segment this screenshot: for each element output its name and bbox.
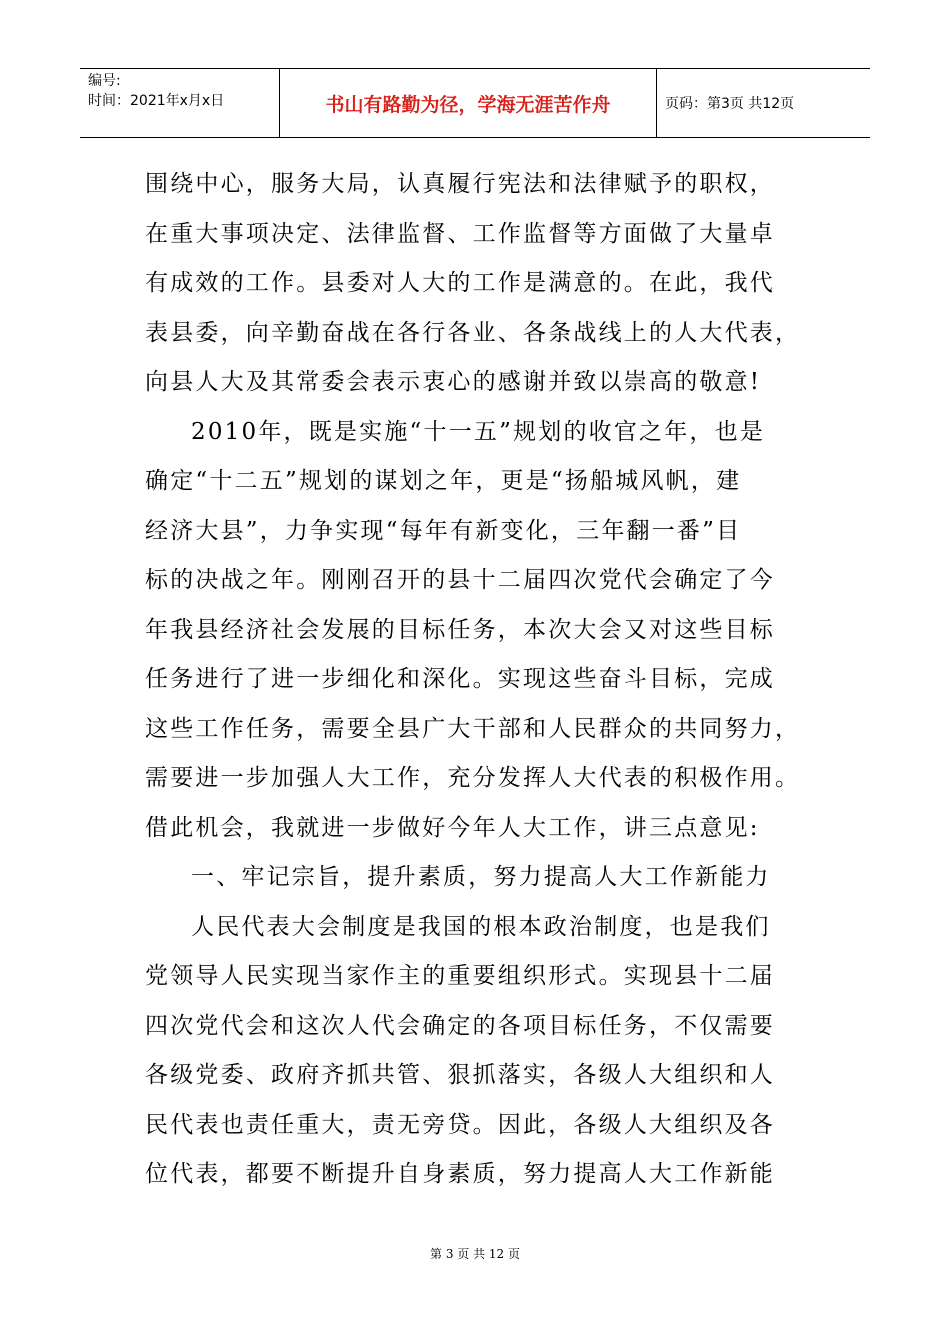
body-line: 民代表也责任重大，责无旁贷。因此，各级人大组织及各: [145, 1111, 775, 1138]
page-footer: 第 3 页 共 12 页: [430, 1247, 520, 1261]
section-heading: 一、牢记宗旨，提升素质，努力提高人大工作新能力: [191, 864, 771, 890]
body-line: 确定“十二五”规划的谋划之年，更是“扬船城风帆，建: [145, 468, 742, 494]
document-time-label: 时间：2021年x月x日: [88, 93, 225, 109]
body-line: 任务进行了进一步细化和深化。实现这些奋斗目标，完成: [145, 666, 775, 692]
header-motto: 书山有路勤为径，学海无涯苦作舟: [280, 69, 657, 137]
body-line: 2010年，既是实施“十一五”规划的收官之年，也是: [191, 418, 766, 445]
body-line: 四次党代会和这次人代会确定的各项目标任务，不仅需要: [145, 1012, 775, 1039]
body-line: 各级党委、政府齐抓共管、狠抓落实，各级人大组织和人: [145, 1062, 775, 1088]
body-line: 标的决战之年。刚刚召开的县十二届四次党代会确定了今: [145, 567, 775, 593]
header-meta: [80, 69, 280, 137]
body-line: 向县人大及其常委会表示衷心的感谢并致以崇高的敬意!: [145, 369, 762, 395]
header-page-info: 页码：第3页 共12页: [665, 96, 795, 112]
body-line: 有成效的工作。县委对人大的工作是满意的。在此，我代: [145, 270, 775, 296]
body-line: 年我县经济社会发展的目标任务，本次大会又对这些目标: [145, 616, 775, 643]
body-line: 人民代表大会制度是我国的根本政治制度，也是我们: [191, 913, 771, 940]
body-line: 借此机会，我就进一步做好今年人大工作，讲三点意见:: [145, 814, 760, 841]
body-line: 需要进一步加强人大工作，充分发挥人大代表的积极作用。: [145, 765, 801, 791]
body-line: 表县委，向辛勤奋战在各行各业、各条战线上的人大代表，: [145, 319, 801, 346]
body-line: 这些工作任务，需要全县广大干部和人民群众的共同努力，: [145, 715, 801, 742]
document-number-label: 编号:: [88, 73, 121, 89]
body-line: 在重大事项决定、法律监督、工作监督等方面做了大量卓: [145, 220, 775, 247]
body-line: 位代表，都要不断提升自身素质，努力提高人大工作新能: [145, 1161, 775, 1187]
body-line: 党领导人民实现当家作主的重要组织形式。实现县十二届: [145, 963, 775, 989]
body-line: 围绕中心，服务大局，认真履行宪法和法律赋予的职权，: [145, 171, 775, 197]
document-body: [145, 160, 805, 1200]
body-line: 经济大县”，力争实现“每年有新变化，三年翻一番”目: [145, 517, 742, 544]
page-header: [80, 68, 870, 138]
